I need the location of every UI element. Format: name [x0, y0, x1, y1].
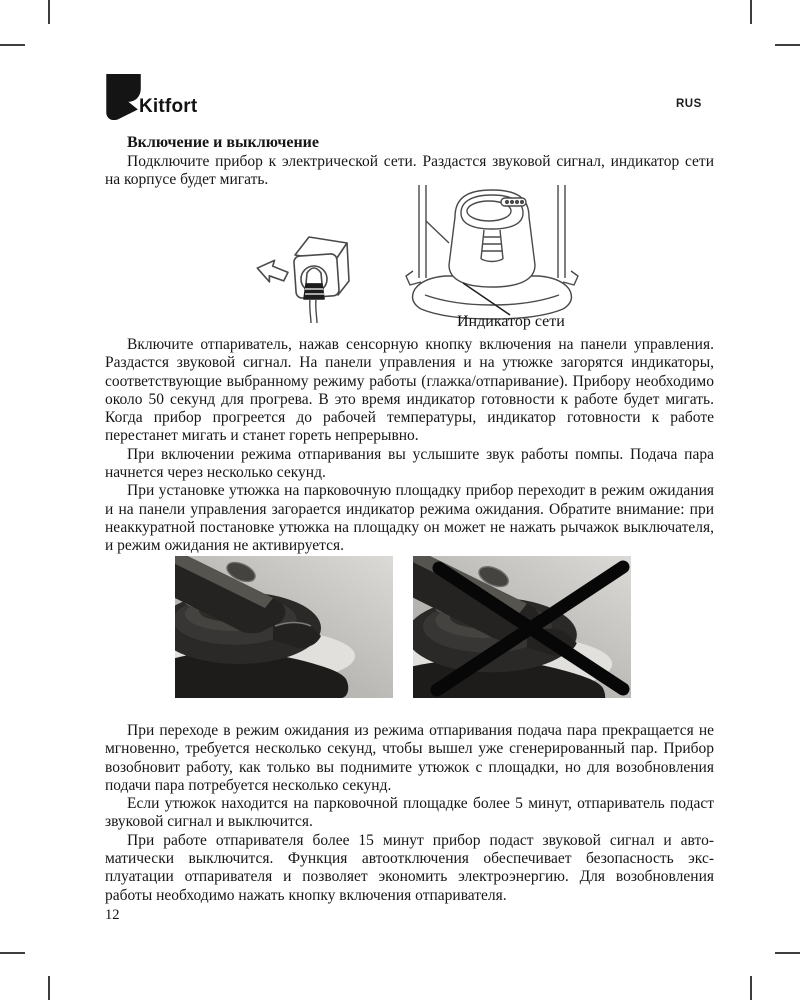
power-plug-into-outlet-drawing-icon [255, 229, 355, 323]
crop-mark-top-right-horizontal [775, 44, 800, 46]
crop-mark-top-left-vertical [48, 0, 50, 24]
iron-docked-correctly-photo [175, 556, 393, 698]
intro-text-block [105, 133, 714, 190]
section-heading: Включение и выключение [127, 134, 319, 151]
iron-docked-incorrectly-photo [413, 556, 631, 698]
crop-mark-bottom-left-horizontal [0, 952, 25, 954]
standby-text-block [105, 722, 714, 905]
operation-text-block [105, 336, 714, 556]
paragraph-standby-steam: При переходе в режим ожидания из режима отпаривания подача пара прекращается не мгновенно, требуется несколько секунд, чтобы вышел уже сгенерированный пар. Прибор возобновит работу, как только вы поднимите утюжок с площадки, но для возобновления подачи пара потребуется несколько секунд. [105, 722, 714, 794]
paragraph-auto-off: При работе отпаривателя более 15 минут прибор подаст звуковой сигнал и автоматически выключится. Функция автоотключения обеспечивает безопасность эксплуатации отпаривателя и позволяет экономить электроэнергию. Для возобновления работы необходимо нажать кнопку включения отпаривателя. [105, 831, 714, 904]
page-number: 12 [105, 907, 120, 923]
figure-parking-photos [105, 556, 714, 698]
language-tag: RUS [676, 98, 702, 110]
crop-mark-top-right-vertical [750, 0, 752, 24]
paragraph-plug-in: Подключите прибор к электрической сети. Раздастся звуковой сигнал, индикатор сети на корпусе будет мигать. [105, 153, 714, 189]
crop-mark-bottom-left-vertical [48, 976, 50, 1000]
paragraph-power-on: Включите отпариватель, нажав сенсорную кнопку включения на панели управления. Раздастся звуковой сигнал. На панели управления и на утюжке загорятся индикаторы, соответствующие выбранному режиму работы (глажка/отпаривание). Прибору необходимо около 50 секунд для прогрева. В это время индикатор готовности к работе будет мигать. Когда прибор прогреется до рабочей температуры, индикатор готовности к работе перестанет мигать и станет гореть непрерывно. [105, 336, 714, 445]
brand-wordmark: Kitfort [139, 96, 198, 117]
crop-mark-top-left-horizontal [0, 44, 25, 46]
paragraph-steam-mode: При включении режима отпаривания вы услышите звук работы помпы. Подача пара начнется через несколько секунд. [105, 445, 714, 482]
crop-mark-bottom-right-horizontal [775, 952, 800, 954]
paragraph-parking-standby: При установке утюжка на парковочную площадку прибор переходит в режим ожидания и на панели управления загорается индикатор режима ожидания. Обратите внимание: при неаккуратной постановке утюжка на площадку он может не нажать рычажок выключателя, и режим ожидания не активируется. [105, 482, 714, 555]
crop-mark-bottom-right-vertical [750, 976, 752, 1000]
figure-caption-power-indicator: Индикатор сети [457, 313, 565, 330]
figure-power-connection [105, 183, 714, 335]
kitfort-flag-logo-icon [106, 74, 142, 120]
paragraph-five-minutes: Если утюжок находится на парковочной площадке более 5 минут, отпариватель подаст звуковой сигнал и выключится. [105, 795, 714, 831]
